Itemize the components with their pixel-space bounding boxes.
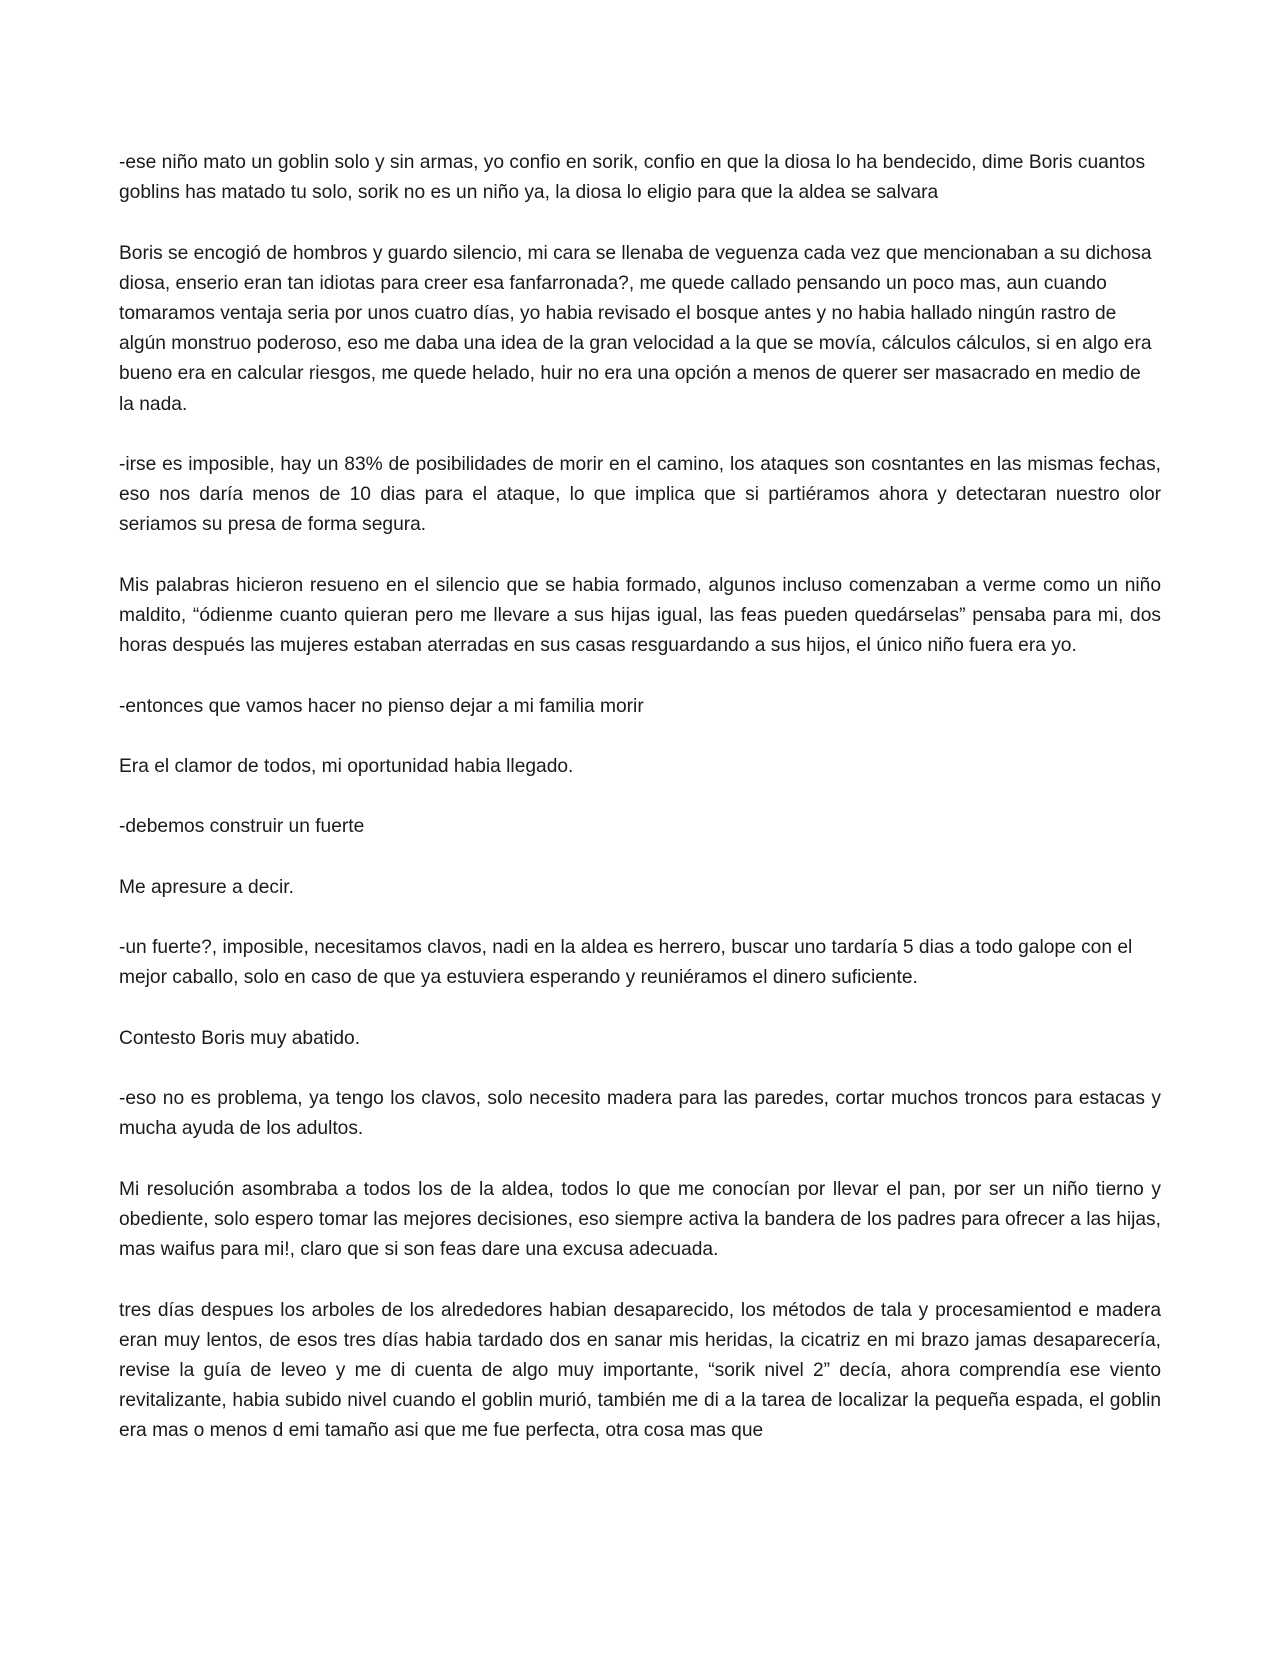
paragraph-5: -entonces que vamos hacer no pienso dejar a mi familia morir [119, 695, 644, 717]
paragraph-9: -un fuerte?, imposible, necesitamos clavos, nadi en la aldea es herrero, buscar uno tardaría 5 dias a todo galope con el mejor caballo, solo en caso de que ya estuviera esperando y reuniéramos el dinero suficiente. [119, 937, 1133, 989]
paragraph-7: -debemos construir un fuerte [119, 816, 365, 838]
paragraph-3: -irse es imposible, hay un 83% de posibilidades de morir en el camino, los ataques son cosntantes en las mismas fechas, eso nos daría menos de 10 dias para el ataque, lo que implica que si partiéramos ahora y detectaran nuestro olor seriamos su presa de forma segura. [119, 454, 1161, 536]
paragraph-13: tres días despues los arboles de los alrededores habian desaparecido, los métodos de tala y procesamientod e madera eran muy lentos, de esos tres días habia tardado dos en sanar mis heridas, la cicatriz en mi brazo jamas desaparecería, revise la guía de leveo y me di cuenta de algo muy importante, “sorik nivel 2” decía, ahora comprendía ese viento revitalizante, habia subido nivel cuando el goblin murió, también me di a la tarea de localizar la pequeña espada, el goblin era mas o menos d emi tamaño asi que me fue perfecta, otra cosa mas que [119, 1299, 1161, 1442]
paragraph-6: Era el clamor de todos, mi oportunidad habia llegado. [119, 755, 574, 777]
paragraph-2: Boris se encogió de hombros y guardo silencio, mi cara se llenaba de veguenza cada vez que mencionaban a su dichosa diosa, enserio eran tan idiotas para creer esa fanfarronada?, me quede callado pensando un poco mas, aun cuando tomaramos ventaja seria por unos cuatro días, yo habia revisado el bosque antes y no habia hallado ningún rastro de algún monstruo poderoso, eso me daba una idea de la gran velocidad a la que se movía, cálculos cálculos, si en algo era bueno era en calcular riesgos, me quede helado, huir no era una opción a menos de querer ser masacrado en medio de la nada. [119, 242, 1152, 415]
document-body [119, 148, 1161, 1447]
paragraph-1: -ese niño mato un goblin solo y sin armas, yo confio en sorik, confio en que la diosa lo ha bendecido, dime Boris cuantos goblins has matado tu solo, sorik no es un niño ya, la diosa lo eligio para que la aldea se salvara [119, 152, 1146, 204]
paragraph-4: Mis palabras hicieron resueno en el silencio que se habia formado, algunos incluso comenzaban a verme como un niño maldito, “ódienme cuanto quieran pero me llevare a sus hijas igual, las feas pueden quedárselas” pensaba para mi, dos horas después las mujeres estaban aterradas en sus casas resguardando a sus hijos, el único niño fuera era yo. [119, 574, 1161, 657]
paragraph-11: -eso no es problema, ya tengo los clavos, solo necesito madera para las paredes, cortar muchos troncos para estacas y mucha ayuda de los adultos. [119, 1088, 1161, 1140]
paragraph-10: Contesto Boris muy abatido. [119, 1027, 361, 1049]
paragraph-12: Mi resolución asombraba a todos los de la aldea, todos lo que me conocían por llevar el pan, por ser un niño tierno y obediente, solo espero tomar las mejores decisiones, eso siempre activa la bandera de los padres para ofrecer a las hijas, mas waifus para mi!, claro que si son feas dare una excusa adecuada. [119, 1178, 1161, 1261]
paragraph-8: Me apresure a decir. [119, 876, 294, 898]
